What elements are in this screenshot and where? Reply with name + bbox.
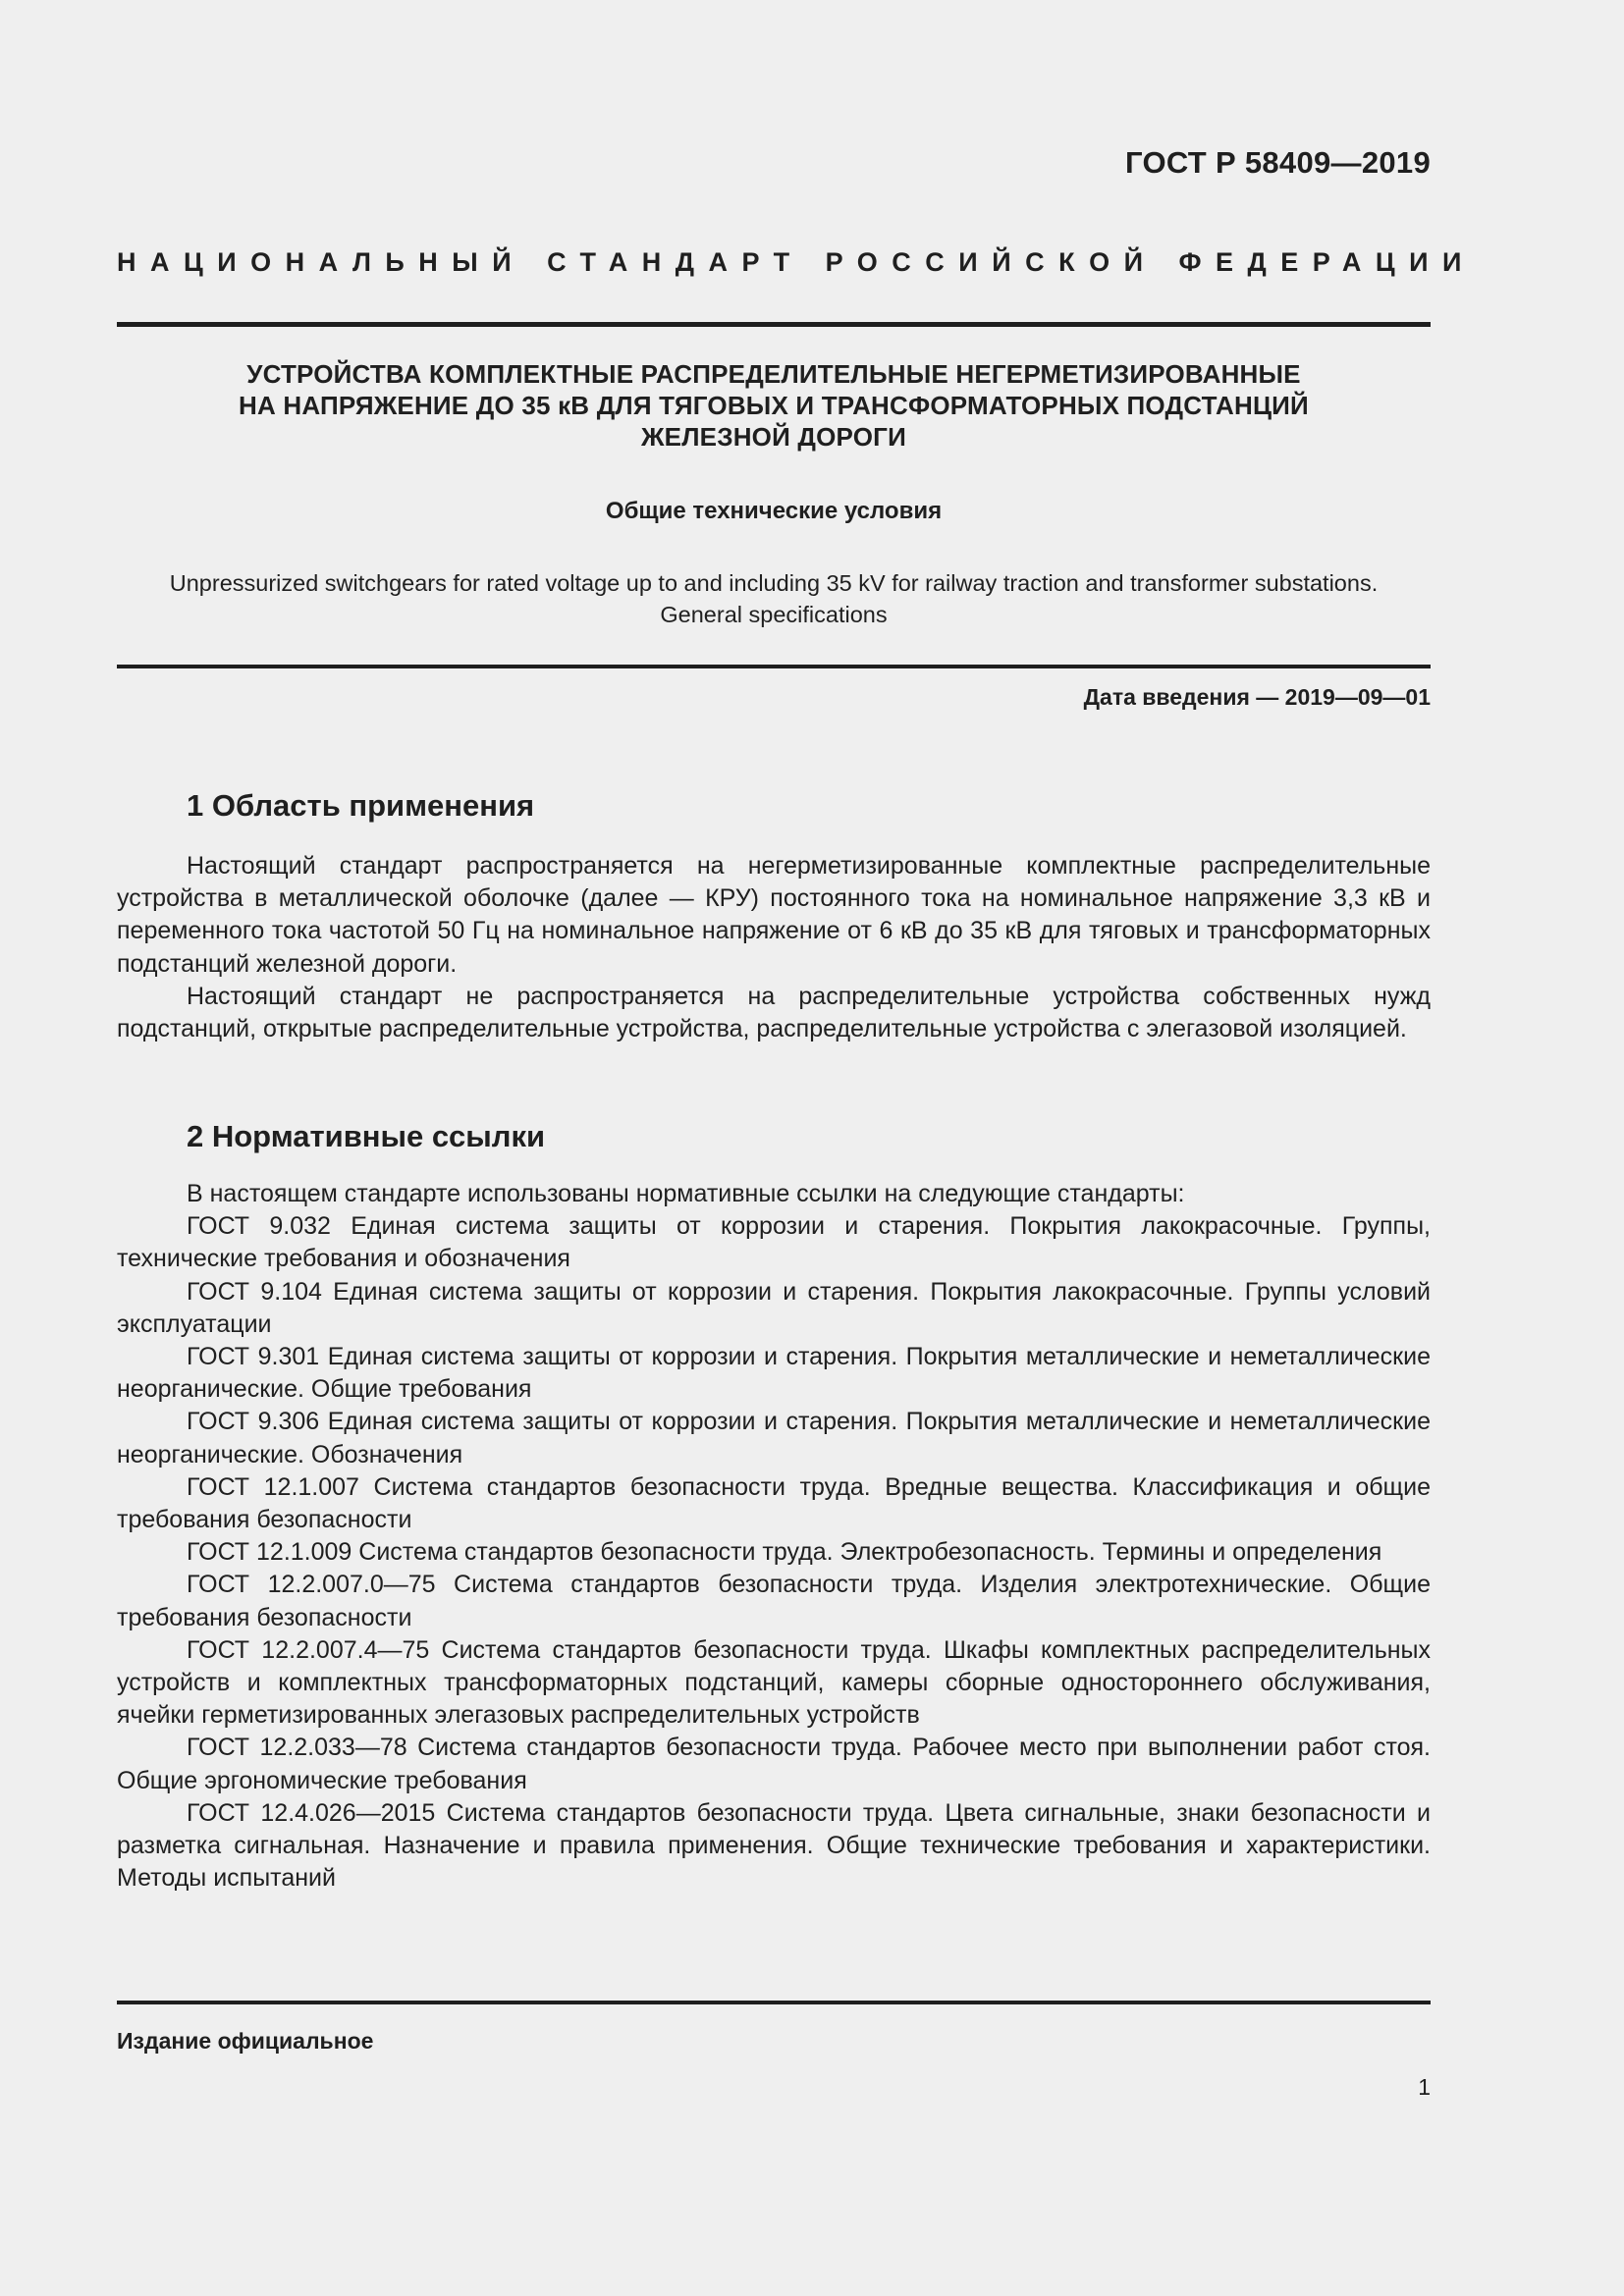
section-1-heading: 1 Область применения bbox=[187, 788, 535, 823]
english-title bbox=[117, 567, 1431, 630]
section-2-intro: В настоящем стандарте использованы нормативные ссылки на следующие стандарты: bbox=[187, 1180, 1185, 1207]
title-line-1: УСТРОЙСТВА КОМПЛЕКТНЫЕ РАСПРЕДЕЛИТЕЛЬНЫЕ НЕГЕРМЕТИЗИРОВАННЫЕ bbox=[246, 359, 1301, 389]
english-title-line-1: Unpressurized switchgears for rated voltage up to and including 35 kV for railway traction and transformer substations. bbox=[169, 570, 1379, 596]
page-number: 1 bbox=[1418, 2074, 1431, 2100]
section-2-body bbox=[117, 1178, 1431, 1895]
introduction-date: Дата введения — 2019—09—01 bbox=[1083, 684, 1431, 710]
title-line-3: ЖЕЛЕЗНОЙ ДОРОГИ bbox=[640, 422, 907, 452]
reference-item: ГОСТ 9.301 Единая система защиты от коррозии и старения. Покрытия металлические и неметаллические неорганические. Общие требования bbox=[117, 1343, 1431, 1404]
reference-item: ГОСТ 9.306 Единая система защиты от коррозии и старения. Покрытия металлические и неметаллические неорганические. Обозначения bbox=[117, 1408, 1431, 1468]
section-1-paragraph: Настоящий стандарт не распространяется на распределительные устройства собственных нужд подстанций, открытые распределительные устройства, распределительные устройства с элегазовой изоляцией. bbox=[117, 982, 1431, 1043]
top-divider bbox=[117, 322, 1431, 327]
document-page bbox=[117, 0, 1476, 2296]
reference-item: ГОСТ 12.2.007.4—75 Система стандартов безопасности труда. Шкафы комплектных распределительных устройств и комплектных трансформаторных подстанций, камеры сборные одностороннего обслуживания, ячейки герметизированных элегазовых распределительных устройств bbox=[117, 1635, 1431, 1730]
document-code: ГОСТ Р 58409—2019 bbox=[1125, 145, 1431, 180]
title-divider bbox=[117, 665, 1431, 668]
section-1-body bbox=[117, 850, 1431, 1045]
section-1-paragraph: Настоящий стандарт распространяется на негерметизированные комплектные распределительные устройства в металлической оболочке (далее — КРУ) постоянного тока на номинальное напряжение 3,3 кВ и переменного тока частотой 50 Гц на номинальное напряжение от 6 кВ до 35 кВ для тяговых и трансформаторных подстанций железной дороги. bbox=[117, 852, 1431, 978]
footer-divider bbox=[117, 2001, 1431, 2004]
national-standard-label: НАЦИОНАЛЬНЫЙ СТАНДАРТ РОССИЙСКОЙ ФЕДЕРАЦИИ bbox=[117, 247, 1476, 277]
official-edition-label: Издание официальное bbox=[117, 2028, 374, 2054]
english-title-line-2: General specifications bbox=[660, 602, 888, 627]
document-subtitle: Общие технические условия bbox=[605, 498, 943, 524]
reference-item: ГОСТ 12.4.026—2015 Система стандартов безопасности труда. Цвета сигнальные, знаки безопасности и разметка сигнальная. Назначение и правила применения. Общие технические требования и характеристики. Методы испытаний bbox=[117, 1798, 1431, 1893]
section-2-heading: 2 Нормативные ссылки bbox=[187, 1119, 546, 1153]
reference-item: ГОСТ 9.032 Единая система защиты от коррозии и старения. Покрытия лакокрасочные. Группы, технические требования и обозначения bbox=[117, 1212, 1431, 1273]
reference-item: ГОСТ 12.1.009 Система стандартов безопасности труда. Электробезопасность. Термины и определения bbox=[187, 1538, 1382, 1567]
document-title bbox=[117, 358, 1431, 453]
reference-item: ГОСТ 12.1.007 Система стандартов безопасности труда. Вредные вещества. Классификация и общие требования безопасности bbox=[117, 1472, 1431, 1534]
reference-item: ГОСТ 12.2.033—78 Система стандартов безопасности труда. Рабочее место при выполнении работ стоя. Общие эргономические требования bbox=[117, 1734, 1431, 1794]
reference-item: ГОСТ 12.2.007.0—75 Система стандартов безопасности труда. Изделия электротехнические. Общие требования безопасности bbox=[117, 1571, 1431, 1631]
reference-item: ГОСТ 9.104 Единая система защиты от коррозии и старения. Покрытия лакокрасочные. Группы условий эксплуатации bbox=[117, 1277, 1431, 1338]
title-line-2: НА НАПРЯЖЕНИЕ ДО 35 кВ ДЛЯ ТЯГОВЫХ И ТРАНСФОРМАТОРНЫХ ПОДСТАНЦИЙ bbox=[239, 391, 1309, 420]
